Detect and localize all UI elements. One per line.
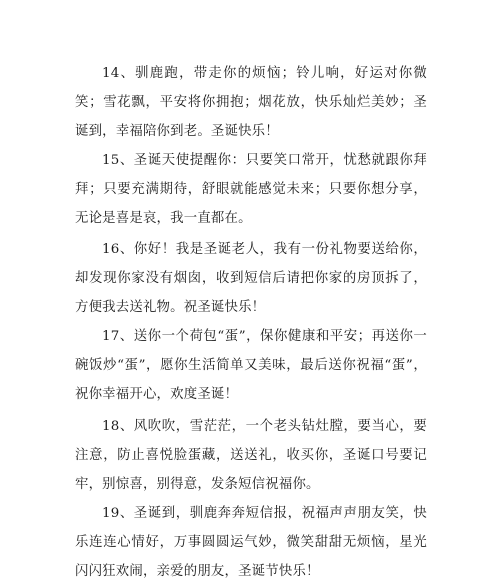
- paragraph-15: 15、圣诞天使提醒你：只要笑口常开，忧愁就跟你拜拜；只要充满期待，舒眼就能感觉未来；只要你想分享，无论是喜是哀，我一直都在。: [75, 153, 427, 226]
- paragraph-19: 19、圣诞到，驯鹿奔奔短信报，祝福声声朋友笑，快乐连连心情好，万事圆圆运气妙，微笑甜甜无烦恼，星光闪闪狂欢闹，亲爱的朋友，圣诞节快乐！: [75, 506, 427, 579]
- paragraph-16: 16、你好！我是圣诞老人，我有一份礼物要送给你，却发现你家没有烟囱，收到短信后请把你家的房顶拆了，方便我去送礼物。祝圣诞快乐！: [75, 242, 427, 315]
- paragraph-18: 18、风吹吹，雪茫茫，一个老头钻灶膛，要当心，要注意，防止喜悦脸蛋藏，送送礼，收买你，圣诞口号要记牢，别惊喜，别得意，发条短信祝福你。: [75, 419, 427, 492]
- paragraph-17: 17、送你一个荷包“蛋”，保你健康和平安；再送你一碗饭炒“蛋”，愿你生活简单又美味，最后送你祝福“蛋”，祝你幸福开心，欢度圣诞！: [75, 329, 427, 402]
- paragraph-14: 14、驯鹿跑，带走你的烦恼；铃儿响，好运对你微笑；雪花飘，平安将你拥抱；烟花放，快乐灿烂美妙；圣诞到，幸福陪你到老。圣诞快乐！: [75, 66, 427, 139]
